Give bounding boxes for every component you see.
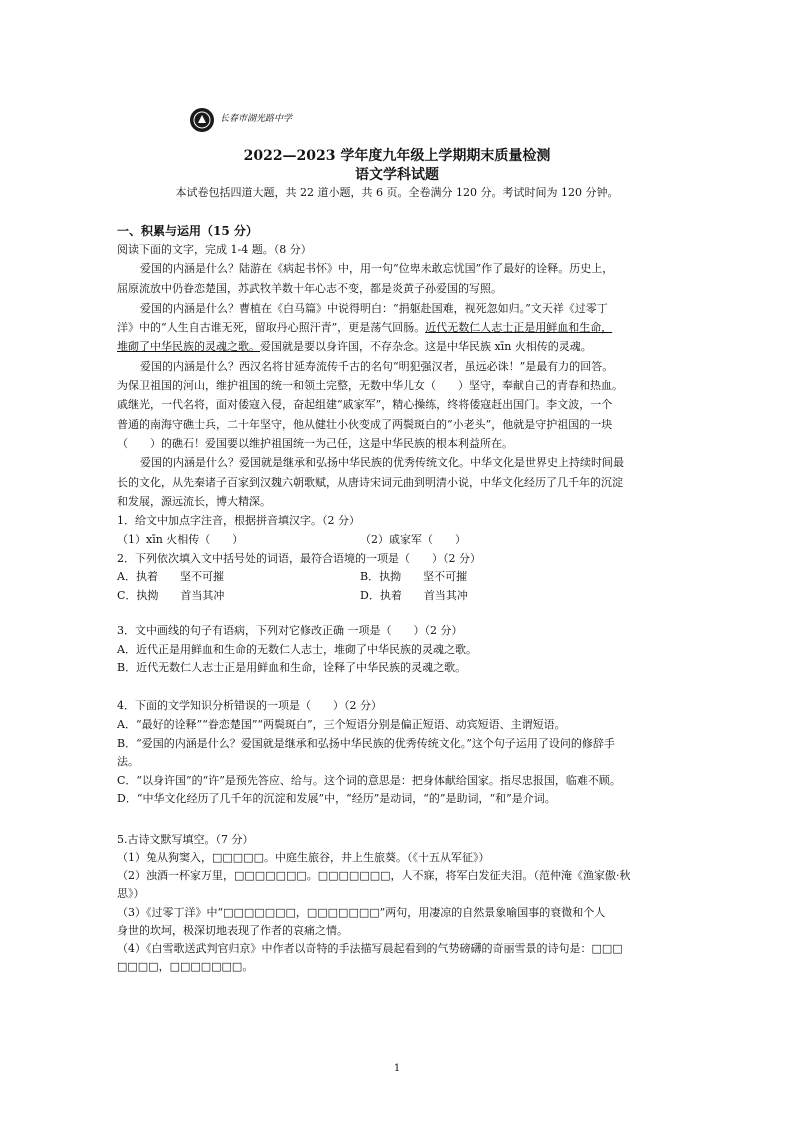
question-1-item-a: （1）xīn 火相传（ ） bbox=[117, 533, 244, 546]
passage-text: 爱国就是要以身许国，不存杂念。这是中华民族 xīn 火相传的灵魂。 bbox=[260, 340, 592, 353]
exam-subject: 语文学科试题 bbox=[355, 167, 439, 183]
question-4-stem: 4．下面的文学知识分析错误的一项是（ ）（2 分） bbox=[117, 699, 382, 712]
passage-line: 长的文化，从先秦诸子百家到汉魏六朝歌赋，从唐诗宋词元曲到明清小说，中华文化经历了几千年的沉淀 bbox=[117, 476, 623, 489]
passage-line: 为保卫祖国的河山，维护祖国的统一和领土完整，无数中华儿女（ ）坚守，奉献自己的青春和热血。 bbox=[117, 379, 623, 392]
question-2-option-b: B．执拗 坚不可摧 bbox=[360, 570, 468, 583]
question-4-option-b-cont: 法。 bbox=[117, 755, 139, 768]
question-2-option-c: C．执拗 首当其冲 bbox=[117, 589, 225, 602]
question-5-line-1: （1）兔从狗窦入，□□□□□。中庭生旅谷，井上生旅葵。（《十五从军征》） bbox=[117, 851, 490, 864]
question-3-option-a: A．近代正是用鲜血和生命的无数仁人志士，堆砌了中华民族的灵魂之歌。 bbox=[117, 643, 477, 656]
passage-line: 爱国的内涵是什么？陆游在《病起书怀》中，用一句“位卑未敢忘忧国”作了最好的诠释。历史上， bbox=[140, 262, 614, 275]
passage-line: 爱国的内涵是什么？爱国就是继承和弘扬中华民族的优秀传统文化。中华文化是世界史上持续时间最 bbox=[140, 456, 624, 469]
question-4-option-d: D．“中华文化经历了几千年的沉淀和发展”中，“经历”是动词，“的”是助词，“和”是介词。 bbox=[117, 792, 556, 805]
underlined-sentence: 近代无数仁人志士正是用鲜血和生命， bbox=[425, 321, 613, 334]
passage-line bbox=[117, 321, 612, 335]
passage-line bbox=[117, 340, 592, 354]
question-5-line-2: （2）浊酒一杯家万里，□□□□□□□。□□□□□□□，人不寐，将军白发征夫泪。（范仲淹《渔家傲·秋 bbox=[117, 869, 631, 882]
question-5-line-4: （4）《白雪歌送武判官归京》中作者以奇特的手法描写晨起看到的气势磅礴的奇丽雪景的诗句是：□□□ bbox=[117, 942, 623, 955]
passage-line: 戚继光，一代名将，面对倭寇入侵，奋起组建“戚家军”，精心操练，终将倭寇赶出国门。李文波，一个 bbox=[117, 398, 613, 411]
passage-line: 爱国的内涵是什么？西汉名将甘延寿流传千古的名句“明犯强汉者，虽远必诛！”是最有力的回答。 bbox=[140, 360, 614, 373]
passage-line: 普通的南海守礁士兵，二十年坚守，他从健壮小伙变成了两鬓斑白的“小老头”，他就是守护祖国的一块 bbox=[117, 418, 613, 431]
passage-line: 爱国的内涵是什么？曹植在《白马篇》中说得明白：“捐躯赴国难，视死忽如归。”文天祥《过零丁 bbox=[140, 302, 608, 315]
question-5-line-3-cont: 身世的坎坷，极深切地表现了作者的哀痛之情。 bbox=[117, 924, 348, 937]
question-3-option-b: B．近代无数仁人志士正是用鲜血和生命，诠释了中华民族的灵魂之歌。 bbox=[117, 661, 467, 674]
passage-line: （ ）的礁石！爱国要以维护祖国统一为己任，这是中华民族的根本利益所在。 bbox=[117, 437, 513, 450]
question-5-stem: 5.古诗文默写填空。（7 分） bbox=[117, 833, 254, 846]
question-2-option-a: A．执着 坚不可摧 bbox=[117, 570, 224, 583]
section-heading: 一、积累与运用（15 分） bbox=[117, 224, 258, 238]
question-2-option-d: D．执着 首当其冲 bbox=[360, 589, 468, 602]
question-4-option-a: A．“最好的诠释”“眷恋楚国”“两鬓斑白”，三个短语分别是偏正短语、动宾短语、主谓短语。 bbox=[117, 718, 566, 731]
passage-line: 和发展，源远流长，博大精深。 bbox=[117, 495, 271, 508]
question-4-option-b: B．“爱国的内涵是什么？爱国就是继承和弘扬中华民族的优秀传统文化。”这个句子运用了设问的修辞手 bbox=[117, 737, 615, 750]
reading-prompt: 阅读下面的文字，完成 1-4 题。（8 分） bbox=[117, 243, 312, 256]
page-number: 1 bbox=[393, 1063, 401, 1074]
passage-line: 屈原流放中仍眷恋楚国，苏武牧羊数十年心志不变，都是炎黄子孙爱国的写照。 bbox=[117, 282, 502, 295]
question-4-option-c: C．“以身许国”的“许”是预先答应、给与。这个词的意思是：把身体献给国家。指尽忠报国，临难不顾。 bbox=[117, 774, 621, 787]
question-1-stem: 1．给文中加点字注音，根据拼音填汉字。（2 分） bbox=[117, 514, 360, 527]
exam-instructions: 本试卷包括四道大题，共 22 道小题，共 6 页。全卷满分 120 分。考试时间为 120 分钟。 bbox=[175, 186, 619, 199]
exam-title: 2022—2023 学年度九年级上学期期末质量检测 bbox=[243, 148, 551, 164]
question-2-stem: 2．下列依次填入文中括号处的词语，最符合语境的一项是（ ）（2 分） bbox=[117, 552, 481, 565]
school-emblem-icon bbox=[190, 108, 214, 132]
school-name: 长春市湖光路中学 bbox=[220, 114, 293, 124]
question-5-line-4-cont: □□□□，□□□□□□□。 bbox=[117, 960, 254, 973]
question-3-stem: 3．文中画线的句子有语病，下列对它修改正确 一项是（ ）（2 分） bbox=[117, 624, 463, 637]
passage-text: 洋》中的“人生自古谁无死，留取丹心照汗青”，更是荡气回肠。 bbox=[117, 321, 426, 334]
question-5-line-2-cont: 思》） bbox=[117, 887, 145, 900]
question-5-line-3: （3）《过零丁洋》中“□□□□□□□，□□□□□□□”两句，用凄凉的自然景象喻国事的衰微和个人 bbox=[117, 906, 606, 919]
underlined-sentence: 堆砌了中华民族的灵魂之歌。 bbox=[117, 340, 260, 353]
question-1-item-b: （2）戚家军（ ） bbox=[360, 533, 466, 546]
